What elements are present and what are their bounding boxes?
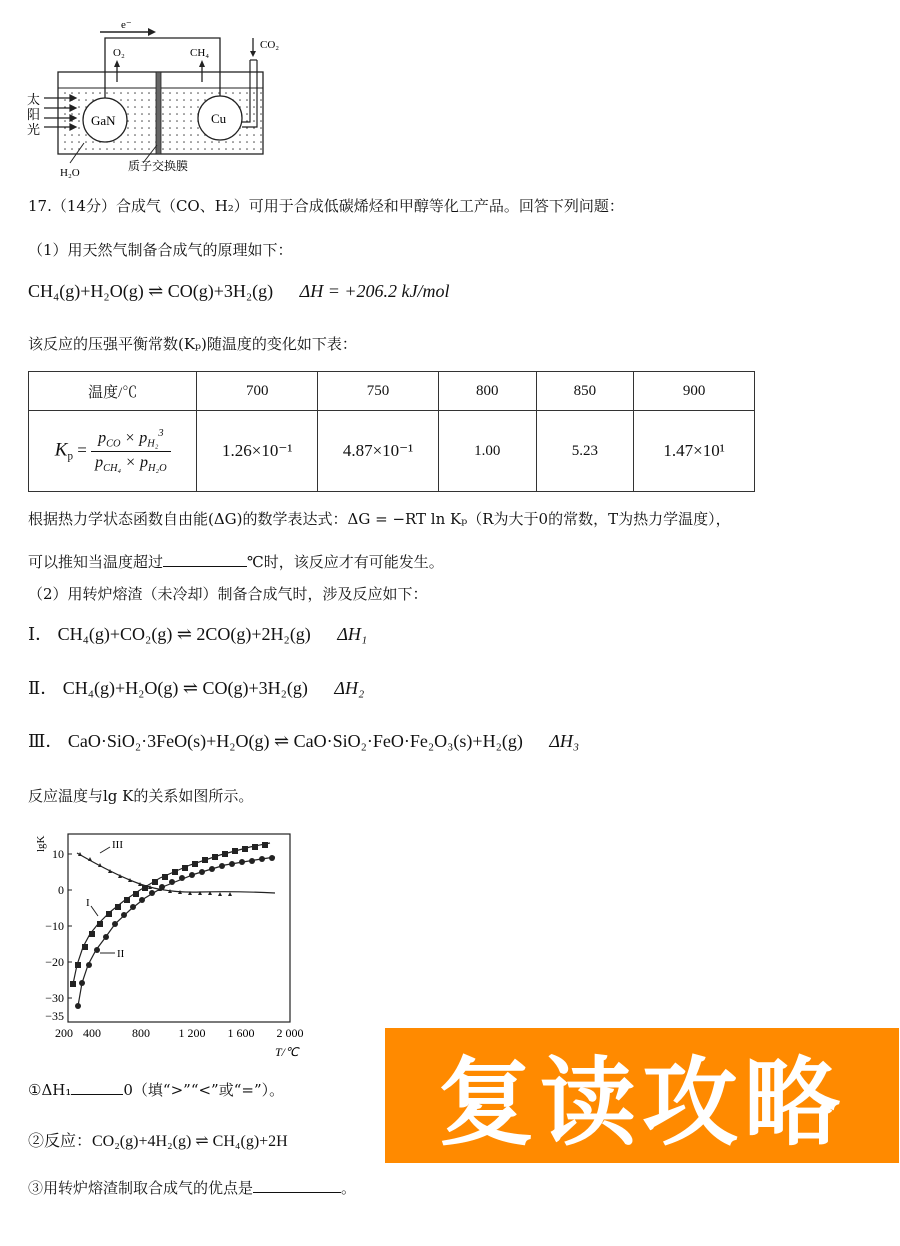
watermark-banner: 复读攻略 <box>385 1028 899 1163</box>
svg-text:10: 10 <box>52 847 64 861</box>
svg-text:GaN: GaN <box>91 113 116 128</box>
part1-intro: （1）用天然气制备合成气的原理如下： <box>28 241 293 259</box>
answer-blank-dh1[interactable] <box>71 1080 123 1095</box>
temperature-header: 温度/℃ <box>29 372 197 411</box>
svg-text:400: 400 <box>83 1026 101 1040</box>
svg-text:2 000: 2 000 <box>276 1026 304 1040</box>
label-iii: III <box>112 839 123 851</box>
y-axis-label: lgK <box>35 835 47 852</box>
svg-text:−35: −35 <box>45 1009 64 1023</box>
reaction-3: Ⅲ． CaO·SiO₂·3FeO(s)+H₂O(g) ⇌ CaO·SiO₂·FeO·Fe₂O₃(s)+H₂(g) ΔH₃ <box>28 731 580 751</box>
svg-text:太: 太 <box>27 92 41 107</box>
reaction-1: Ⅰ． CH₄(g)+CO₂(g) ⇌ 2CO(g)+2H₂(g) ΔH₁ <box>28 624 368 644</box>
kp-table <box>28 371 755 492</box>
gibbs-text: 根据热力学状态函数自由能(ΔG)的数学表达式：ΔG = −RT ln Kₚ（R为大于0的常数，T为热力学温度）， <box>28 510 731 528</box>
kp-formula: $K_p$ = $\frac{p_{CO} \times p_{H_2}^3}{p_{CH_4} \times p_{H_2O}}$ <box>29 411 197 492</box>
electron-label: e⁻ <box>121 19 132 31</box>
svg-text:0: 0 <box>58 883 64 897</box>
part2-intro: （2）用转炉熔渣（未冷却）制备合成气时，涉及反应如下： <box>28 585 428 603</box>
reaction-2: Ⅱ． CH₄(g)+H₂O(g) ⇌ CO(g)+3H₂(g) ΔH₂ <box>28 678 365 698</box>
ch4-label: CH₄ <box>190 47 210 59</box>
question-header: 17.（14分）合成气（CO、H₂）可用于合成低碳烯烃和甲醇等化工产品。回答下列问题： <box>28 197 624 215</box>
svg-text:1 600: 1 600 <box>227 1026 255 1040</box>
label-ii: II <box>117 948 125 960</box>
sub-question-2: ②反应：CO₂(g)+4H₂(g) ⇌ CH₄(g)+2H <box>28 1133 288 1150</box>
svg-text:200: 200 <box>55 1026 73 1040</box>
answer-blank-advantage[interactable] <box>253 1178 341 1193</box>
series-ii-markers <box>75 855 275 1009</box>
electrolysis-diagram <box>0 0 300 185</box>
svg-text:1 200: 1 200 <box>178 1026 206 1040</box>
chart-intro: 反应温度与lg K的关系如图所示。 <box>28 787 254 805</box>
x-axis-label: T/℃ <box>275 1045 299 1059</box>
answer-blank-temperature[interactable] <box>163 552 247 567</box>
part1-equation: CH₄(g)+H₂O(g) ⇌ CO(g)+3H₂(g) ΔH = +206.2 kJ/mol <box>28 281 450 301</box>
svg-text:−10: −10 <box>45 919 64 933</box>
label-i: I <box>86 897 90 909</box>
y-tick-labels <box>45 847 64 1023</box>
svg-text:800: 800 <box>132 1026 150 1040</box>
svg-text:−30: −30 <box>45 991 64 1005</box>
lgk-chart <box>20 820 320 1070</box>
o2-label: O₂ <box>113 47 125 59</box>
svg-text:阳: 阳 <box>27 107 41 122</box>
h2o-label: H₂O <box>60 167 80 179</box>
sub-question-1: ①ΔH₁ 0（填“>”“<”或“=”）。 <box>28 1081 285 1099</box>
table-header-row: 温度/℃ 700 750 800 850 900 <box>29 372 755 411</box>
svg-text:光: 光 <box>27 122 41 137</box>
proton-exchange-membrane <box>156 72 161 154</box>
co2-label: CO₂ <box>260 39 280 51</box>
svg-text:−20: −20 <box>45 955 64 969</box>
svg-text:Cu: Cu <box>211 111 227 126</box>
gibbs-question: 可以推知当温度超过 ℃时，该反应才有可能发生。 <box>28 553 444 571</box>
table-intro: 该反应的压强平衡常数(Kₚ)随温度的变化如下表： <box>28 335 357 353</box>
x-tick-labels <box>55 1026 304 1040</box>
membrane-label: 质子交换膜 <box>128 159 189 173</box>
table-kp-row: $K_p$ = $\frac{p_{CO} \times p_{H_2}^3}{p_{CH_4} \times p_{H_2O}}$ 1.26×10⁻¹ 4.87×10⁻¹ 1.00 5.23 1.47×10¹ <box>29 411 755 492</box>
sub-question-3: ③用转炉熔渣制取合成气的优点是 。 <box>28 1179 357 1197</box>
plot-frame <box>68 834 290 1022</box>
series-ii-line <box>78 857 275 1006</box>
